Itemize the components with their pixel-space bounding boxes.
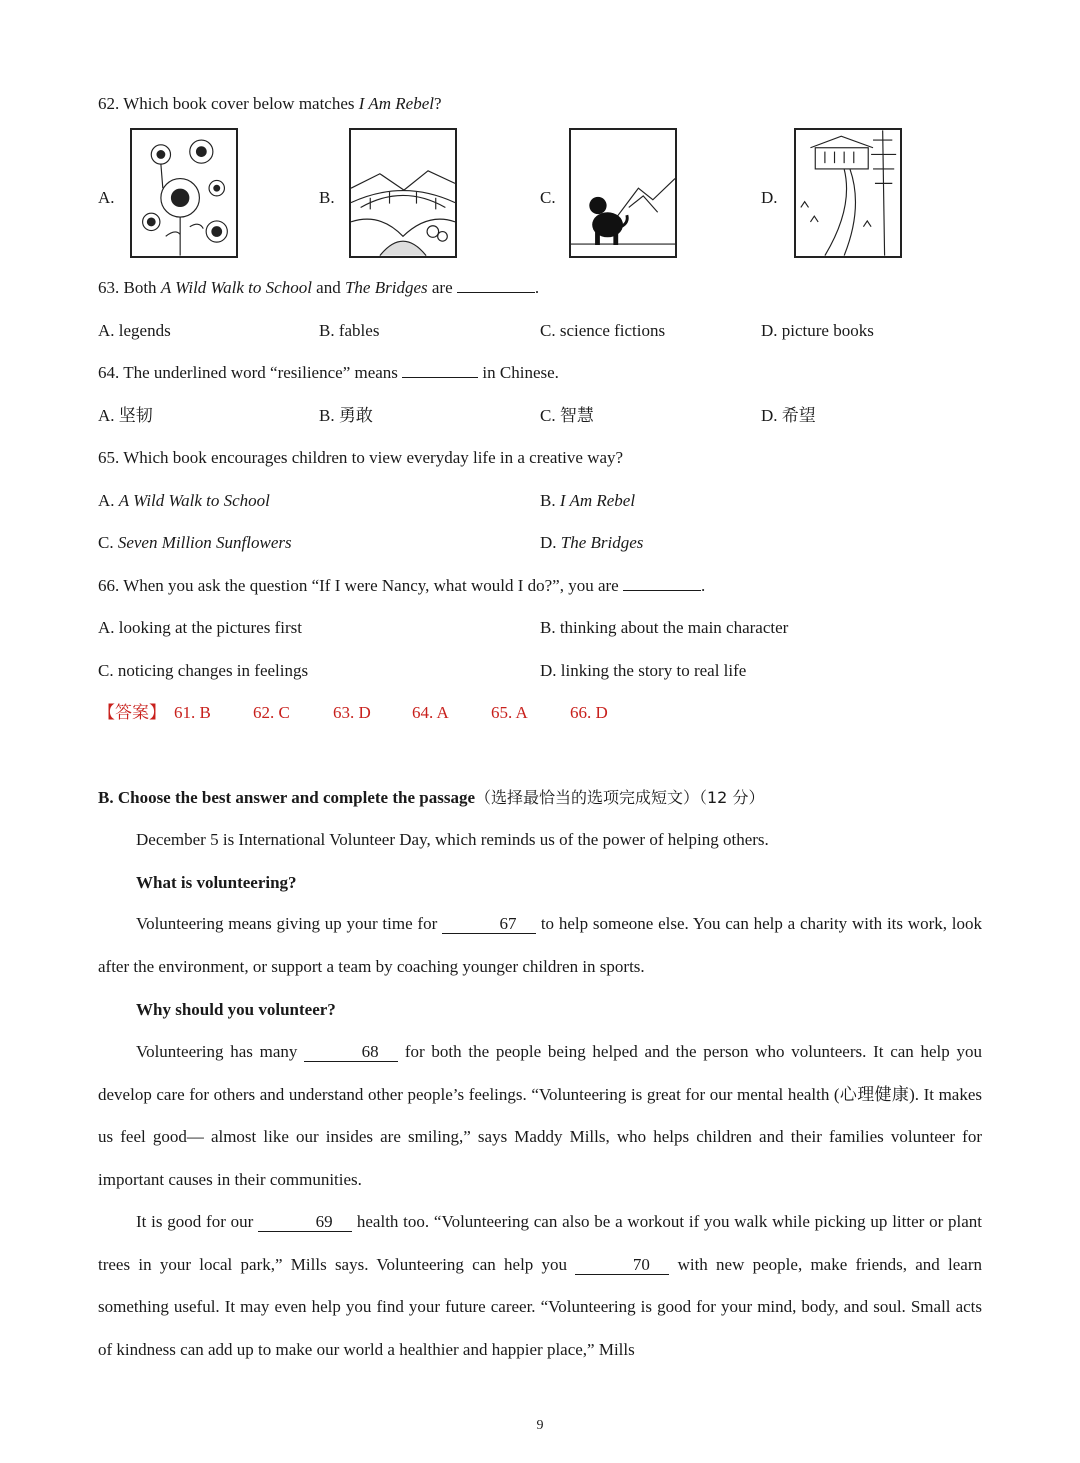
option-c-letter: C. [540,188,556,207]
q64-option-a: A. 坚韧 [98,406,153,425]
q63-option-a: A. legends [98,321,171,340]
page-number: 9 [536,1418,544,1433]
question-64: 64. The underlined word “resilience” means in Chinese. [98,363,559,382]
q65-option-c: C. Seven Million Sunflowers [98,533,292,552]
answer-66: 66. D [570,703,608,722]
blank-68: 68 [304,1043,398,1062]
blank-69: 69 [258,1213,352,1232]
answer-blank [623,590,701,591]
question-65: 65. Which book encourages children to view everyday life in a creative way? [98,448,624,467]
answer-key: 【答案】 [98,703,166,723]
sunflowers-illustration-icon [130,128,238,258]
q63-option-b: B. fables [319,321,380,340]
answer-65: 65. A [491,703,528,722]
q64-option-b: B. 勇敢 [319,406,373,425]
answer-blank [402,377,478,378]
subheading-what: What is volunteering? [136,873,297,892]
q66-option-c: C. noticing changes in feelings [98,661,309,680]
answer-62: 62. C [253,703,290,722]
question-62: 62. Which book cover below matches I Am Rebel? [98,94,442,113]
subheading-why: Why should you volunteer? [136,1000,336,1019]
section-b-heading: B. Choose the best answer and complete the passage（选择最恰当的选项完成短文）（12 分） [98,788,765,807]
q65-option-a: A. A Wild Walk to School [98,491,270,510]
paragraph-3: It is good for our 69 health too. “Volunteering can also be a workout if you walk while picking up litter or plant trees in your local park,” Mills says. Volunteering can help you 70 with new people, make friends, and learn something useful. It may even help you find your future career. “Volunteering is good for your mind, body, and soul. Small acts of kindness can add up to make our world a healthier and happier place,” Mills [98,1212,983,1359]
answer-61: 61. B [174,703,211,722]
passage-intro: December 5 is International Volunteer Day, which reminds us of the power of helping others. [136,830,769,849]
option-a-letter: A. [98,188,115,207]
q65-option-d: D. The Bridges [540,533,644,552]
blank-70: 70 [575,1256,669,1275]
option-d-letter: D. [761,188,778,207]
q66-option-a: A. looking at the pictures first [98,618,302,637]
q65-option-b: B. I Am Rebel [540,491,636,510]
answer-blank [457,292,535,293]
bridge-landscape-illustration-icon [349,128,457,258]
q63-option-d: D. picture books [761,321,874,340]
school-path-illustration-icon [794,128,902,258]
question-66: 66. When you ask the question “If I were Nancy, what would I do?”, you are . [98,576,706,595]
q64-option-c: C. 智慧 [540,406,594,425]
q64-option-d: D. 希望 [761,406,816,425]
paragraph-2: Volunteering has many 68 for both the people being helped and the person who volunteers. It can help you develop care for others and understand other people’s feelings. “Volunteering is great for our mental health (心理健康). It makes us feel good— almost like our insides are smiling,” says Maddy Mills, who helps children and their families volunteer for important causes in their communities. [98,1042,983,1189]
answer-64: 64. A [412,703,449,722]
q63-option-c: C. science fictions [540,321,666,340]
question-63: 63. Both A Wild Walk to School and The Bridges are . [98,278,540,297]
blank-67: 67 [442,915,536,934]
q66-option-d: D. linking the story to real life [540,661,747,680]
paragraph-1: Volunteering means giving up your time for 67 to help someone else. You can help a charity with its work, look after the environment, or support a team by coaching younger children in sports. [98,914,982,976]
q66-option-b: B. thinking about the main character [540,618,789,637]
answer-63: 63. D [333,703,371,722]
option-b-letter: B. [319,188,335,207]
dog-mountains-illustration-icon [569,128,677,258]
